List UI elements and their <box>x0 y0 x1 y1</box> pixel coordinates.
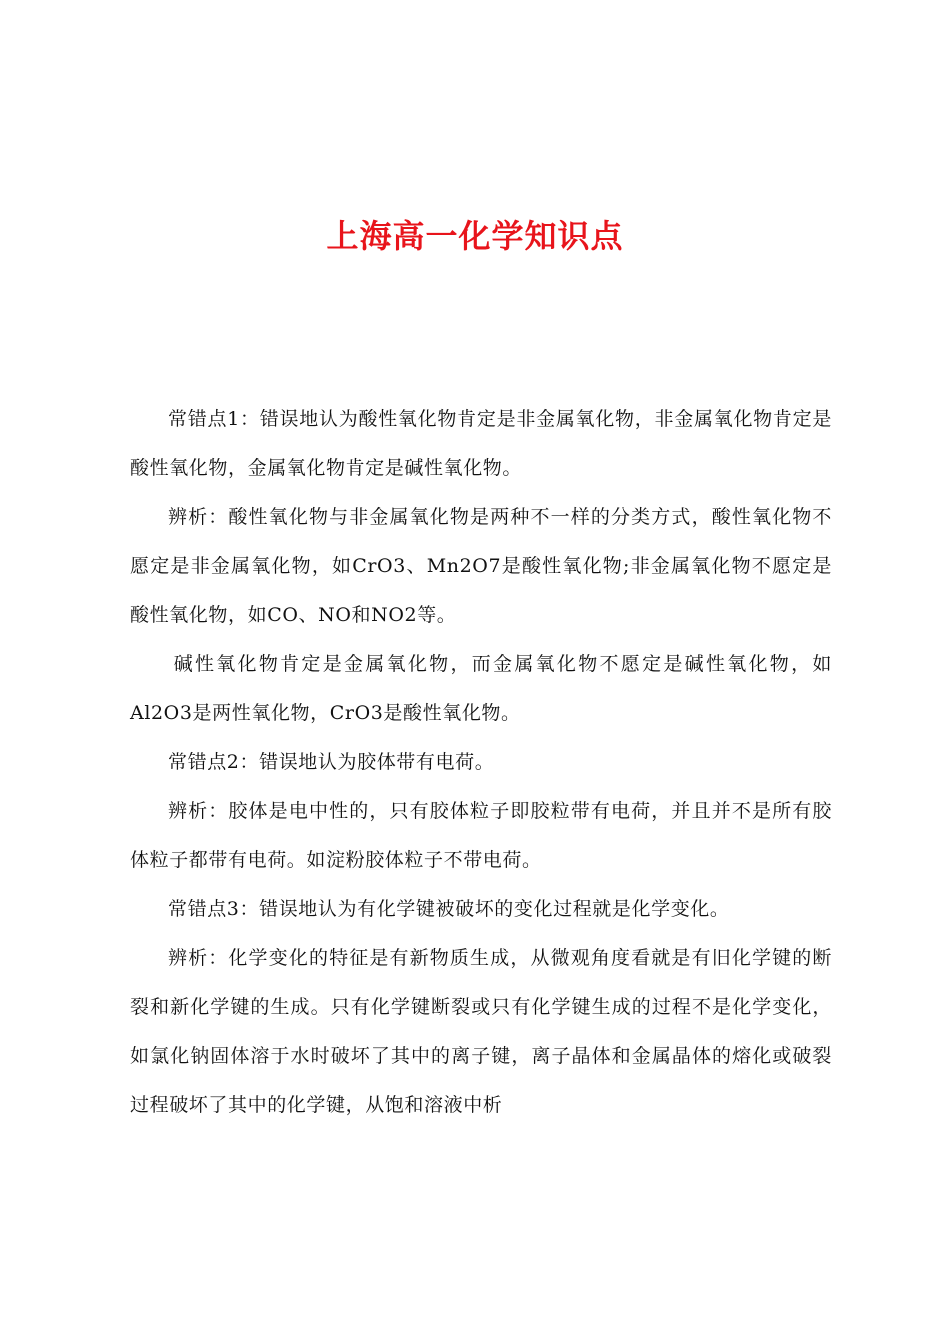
paragraph-analysis-3: 辨析：化学变化的特征是有新物质生成，从微观角度看就是有旧化学键的断裂和新化学键的生成。只有化学键断裂或只有化学键生成的过程不是化学变化，如氯化钠固体溶于水时破坏了其中的离子键，离子晶体和金属晶体的熔化或破裂过程破坏了其中的化学键，从饱和溶液中析 <box>130 947 832 1116</box>
page-title: 上海高一化学知识点 <box>326 217 624 255</box>
document-body <box>130 395 832 1130</box>
paragraph-analysis-1: 辨析：酸性氧化物与非金属氧化物是两种不一样的分类方式，酸性氧化物不愿定是非金属氧化物，如CrO3、Mn2O7是酸性氧化物;非金属氧化物不愿定是酸性氧化物，如CO、NO和NO2等。 <box>130 506 832 626</box>
paragraph-error-3: 常错点3：错误地认为有化学键被破坏的变化过程就是化学变化。 <box>168 898 730 920</box>
paragraph-analysis-1b: 碱性氧化物肯定是金属氧化物，而金属氧化物不愿定是碱性氧化物，如Al2O3是两性氧化物，CrO3是酸性氧化物。 <box>130 653 832 724</box>
paragraph-error-1: 常错点1：错误地认为酸性氧化物肯定是非金属氧化物，非金属氧化物肯定是酸性氧化物，金属氧化物肯定是碱性氧化物。 <box>130 408 832 479</box>
paragraph-analysis-2: 辨析：胶体是电中性的，只有胶体粒子即胶粒带有电荷，并且并不是所有胶体粒子都带有电荷。如淀粉胶体粒子不带电荷。 <box>130 800 832 871</box>
paragraph-error-2: 常错点2：错误地认为胶体带有电荷。 <box>168 751 495 773</box>
